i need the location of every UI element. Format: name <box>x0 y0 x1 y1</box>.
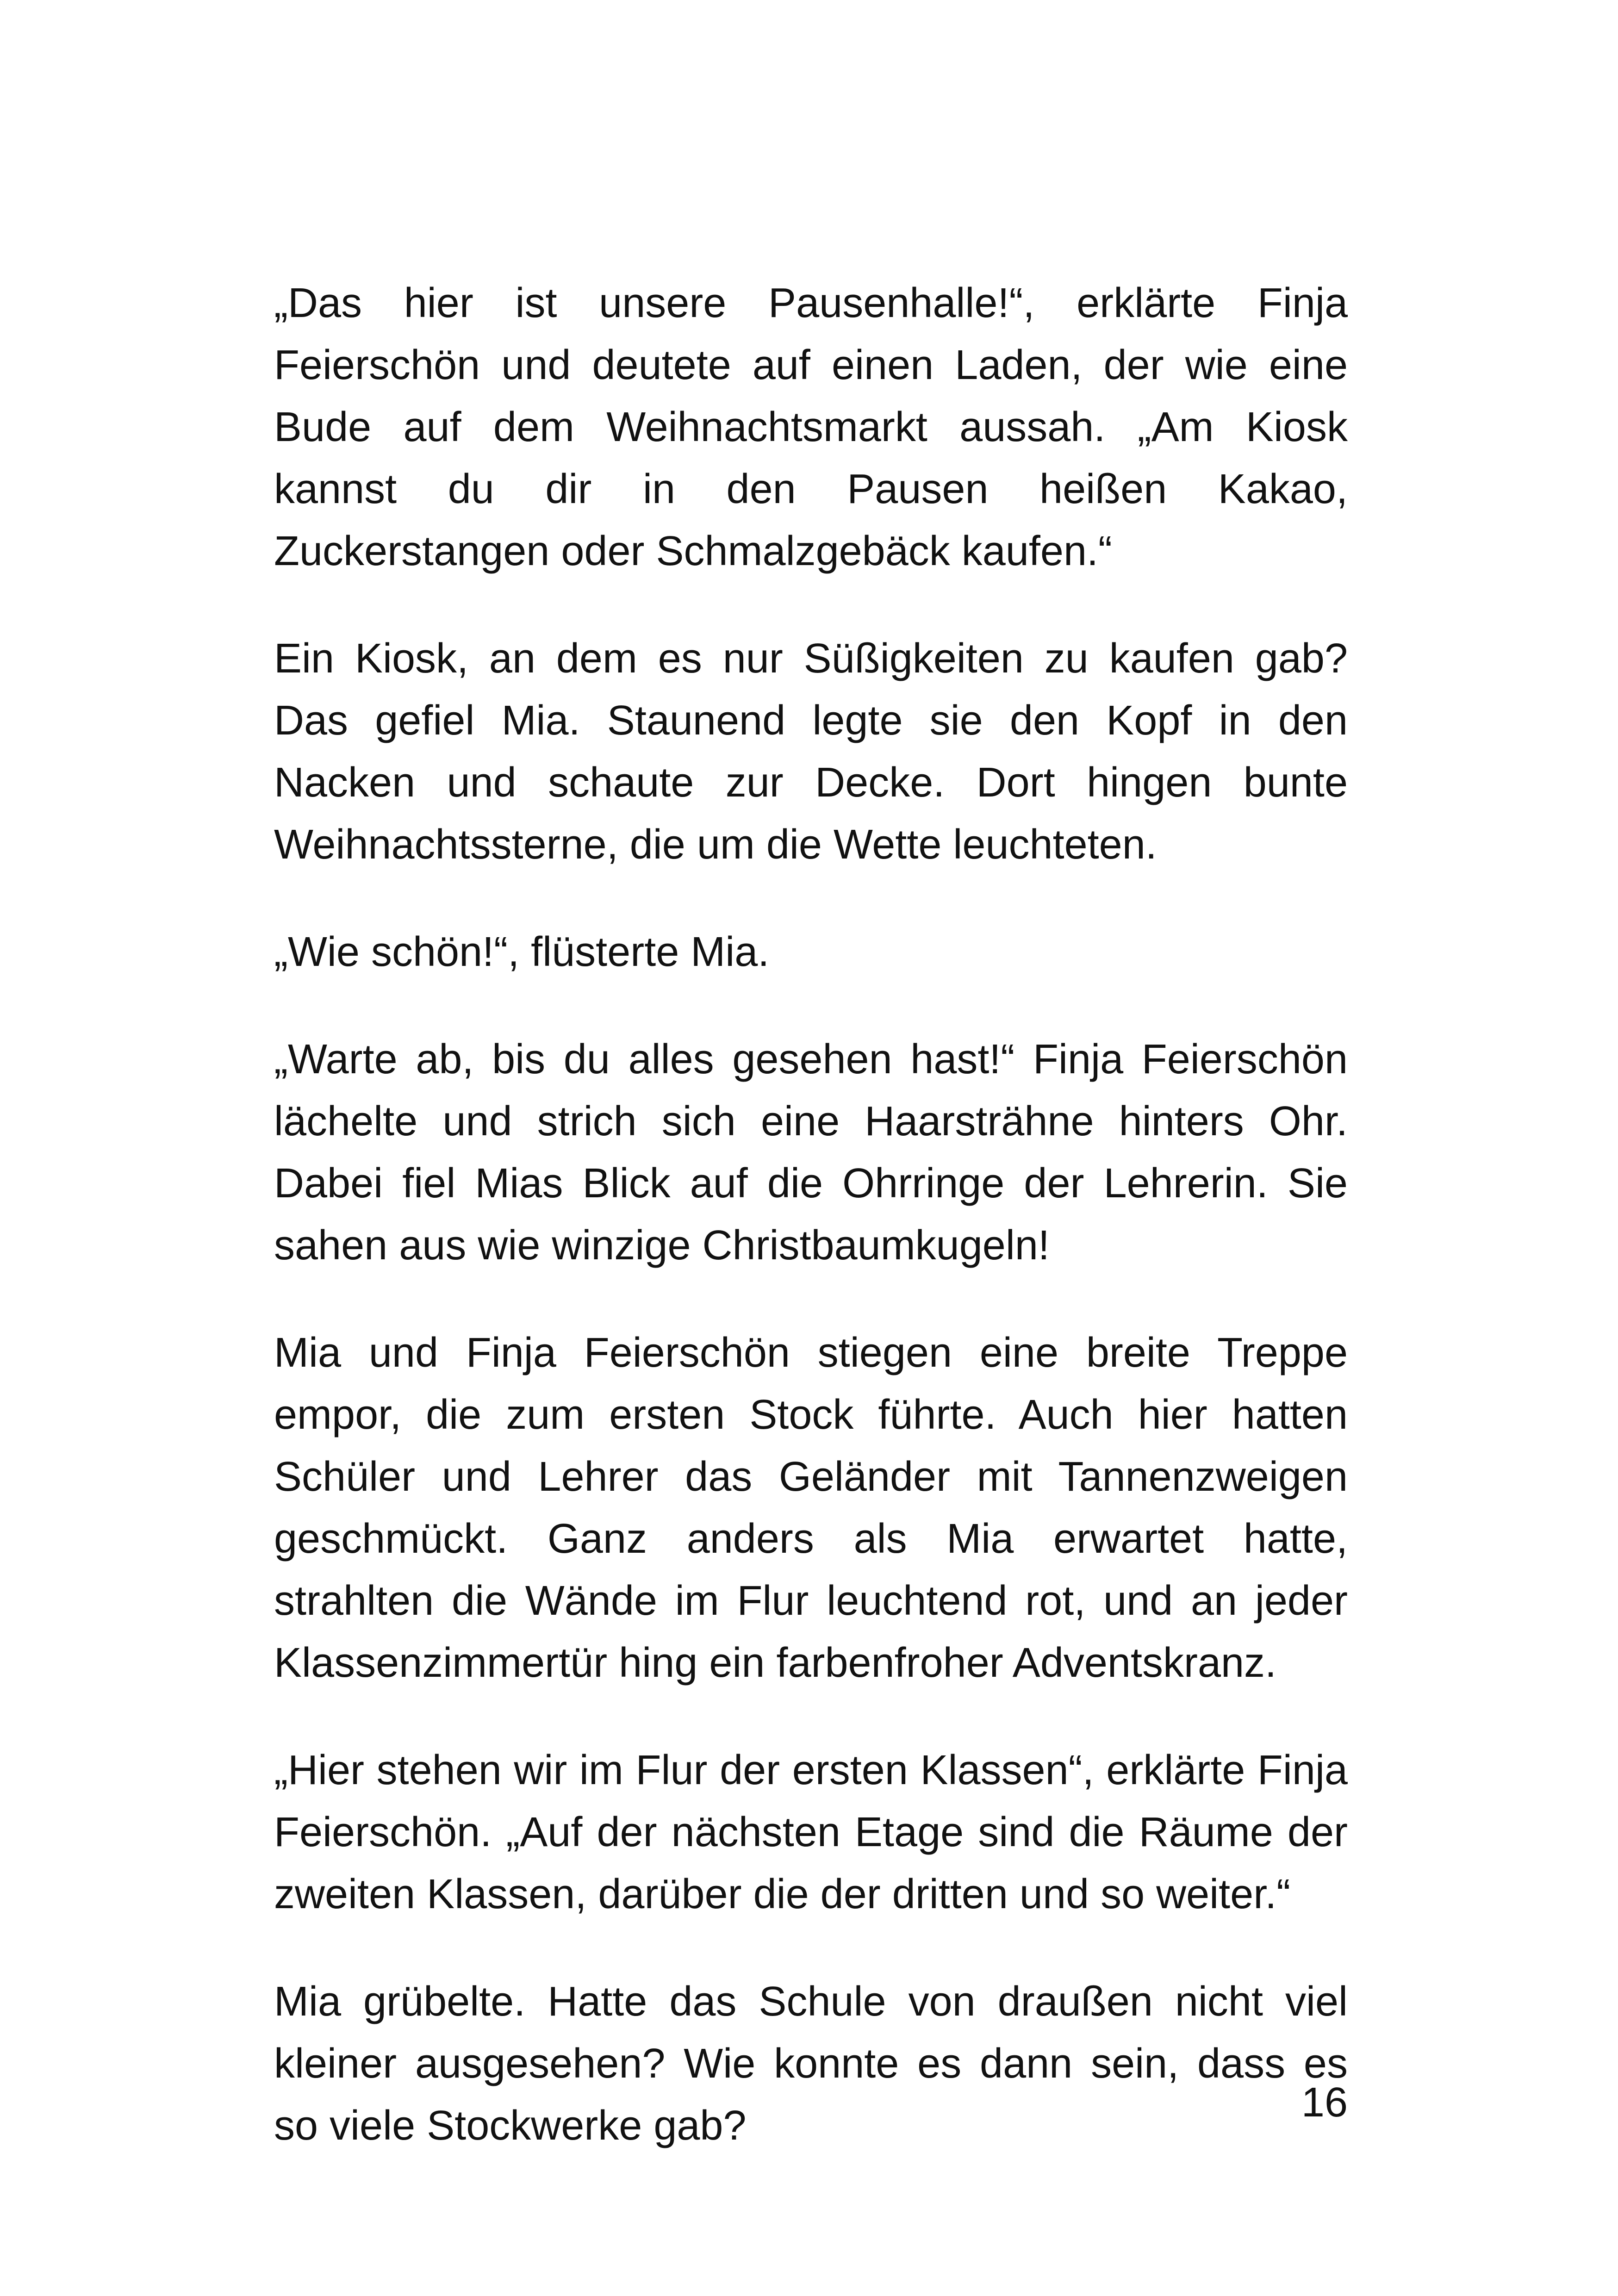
paragraph-2: Ein Kiosk, an dem es nur Süßigkeiten zu kaufen gab? Das gefiel Mia. Staunend legte sie den Kopf in den Nacken und schaute zur Decke. Dort hingen bunte Weihnachtssterne, die um die Wette leuchteten. <box>274 635 1348 868</box>
paragraph-5: Mia und Finja Feierschön stiegen eine breite Treppe empor, die zum ersten Stock führte. Auch hier hatten Schüler und Lehrer das Geländer mit Tannenzweigen geschmückt. Ganz anders als Mia erwartet hatte, strahlten die Wände im Flur leuchtend rot, und an jeder Klassenzimmertür hing ein farbenfroher Adventskranz. <box>274 1330 1348 1686</box>
paragraph-1: „Das hier ist unsere Pausenhalle!“, erklärte Finja Feierschön und deutete auf einen Laden, der wie eine Bude auf dem Weihnachtsmarkt aussah. „Am Kiosk kannst du dir in den Pausen heißen Kakao, Zuckerstangen oder Schmalzgebäck kaufen.“ <box>274 280 1348 574</box>
body-text <box>274 272 1348 2157</box>
paragraph-3: „Wie schön!“, flüsterte Mia. <box>274 929 770 975</box>
paragraph-4: „Warte ab, bis du alles gesehen hast!“ Finja Feierschön lächelte und strich sich eine Haarsträhne hinters Ohr. Dabei fiel Mias Blick auf die Ohrringe der Lehrerin. Sie sahen aus wie winzige Christbaumkugeln! <box>274 1036 1348 1269</box>
paragraph-7: Mia grübelte. Hatte das Schule von draußen nicht viel kleiner ausgesehen? Wie konnte es dann sein, dass es so viele Stockwerke gab? <box>274 1979 1348 2149</box>
page-number: 16 <box>1301 2079 1348 2126</box>
paragraph-6: „Hier stehen wir im Flur der ersten Klassen“, erklärte Finja Feierschön. „Auf der nächsten Etage sind die Räume der zweiten Klassen, darüber die der dritten und so weiter.“ <box>274 1747 1348 1917</box>
